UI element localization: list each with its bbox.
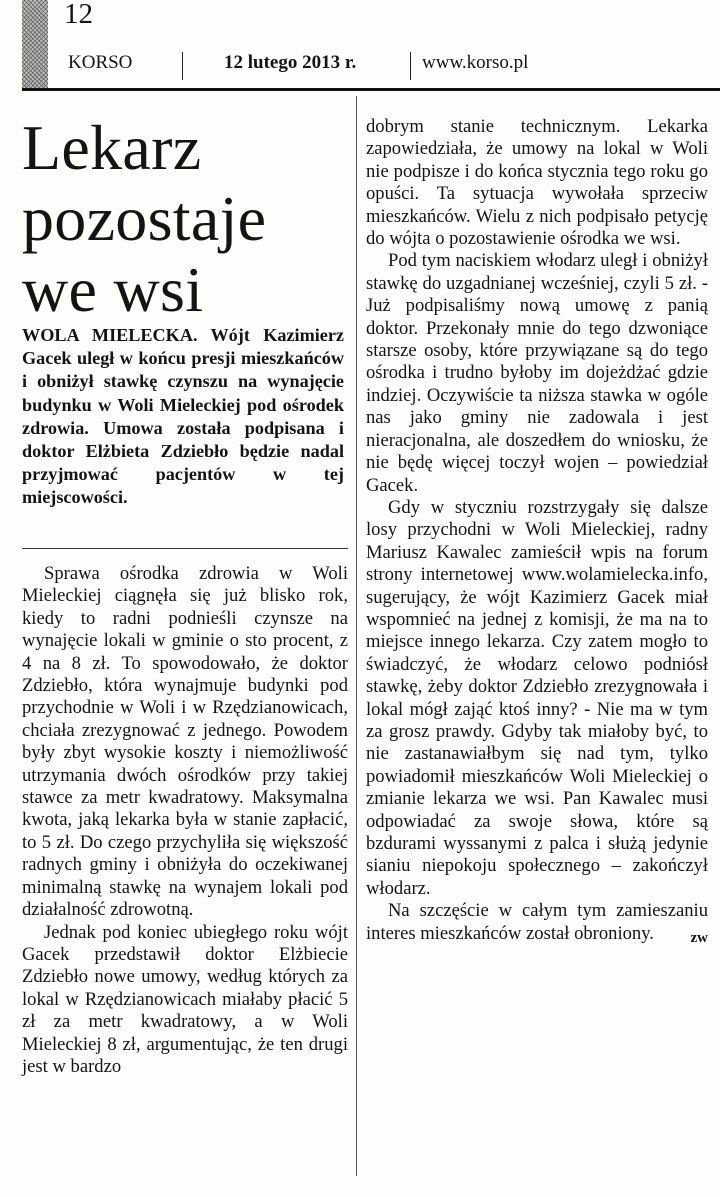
- issue-date: 12 lutego 2013 r.: [224, 52, 357, 73]
- paragraph: Jednak pod koniec ubiegłego roku wójt Gacek przedstawił doktor Elżbiecie Zdziebło nowe umowy, według których za lokal w Rzędzianowicach miałaby płacić 5 zł za metr kwadratowy, a w Woli Mieleckiej 8 zł, argumentując, że ten drugi jest w bardzo: [22, 921, 348, 1077]
- paragraph: Pod tym naciskiem włodarz uległ i obniżył stawkę do uzgadnianej wcześniej, czyli 5 zł. - Już podpisaliśmy nową umowę z panią doktor. Przekonały mnie do tego dzwoniące starsze osoby, które przywiązane są do tego ośrodka i trudno byłoby im dojeżdżać gdzie indziej. Oczywiście ta niższa stawka w ogóle nas jako gminy nie zadowala i jest nieracjonalna, ale doszedłem do wniosku, że nie będę więcej toczył wojen – powiedział Gacek.: [366, 250, 708, 496]
- header-separator: [182, 52, 183, 80]
- lead-divider: [22, 548, 348, 549]
- paragraph: Gdy w styczniu rozstrzygały się dalsze losy przychodni w Woli Mieleckiej, radny Mariusz Kawalec zamieścił wpis na forum strony internetowej www.wolamielecka.info, sugerujący, że wójt Kazimierz Gacek miał wspomnieć na jednej z komisji, że ma na to miejsce innego lekarza. Czy zatem mogło to świadczyć, że włodarz celowo podniósł stawkę, żeby doktor Zdziebło zrezygnowała i lokal mógł zająć ktoś inny? - Nie ma w tym za grosz prawdy. Gdyby tak miałoby być, to nie zastanawiałbym się nad tym, tylko powiadomił mieszkańców Woli Mieleckiej o zmianie lekarza we wsi. Pan Kawalec musi odpowiadać za swoje słowa, które są bzdurami wyssanymi z palca i służą jedynie sianiu niepokoju społecznego – zakończył włodarz.: [366, 496, 708, 899]
- header-pattern: [22, 0, 48, 88]
- article-lead: WOLA MIELECKA. Wójt Kazimierz Gacek uległ w końcu presji mieszkańców i obniżył stawkę czynszu na wynajęcie budynku w Woli Mieleckiej pod ośrodek zdrowia. Umowa została podpisana i doktor Elżbieta Zdziebło będzie nadal przyjmować pacjentów w tej miejscowości.: [22, 325, 344, 508]
- paragraph-continuation: dobrym stanie technicznym. Lekarka zapowiedziała, że umowy na lokal w Woli nie podpisze i do końca stycznia tego roku go opuści. Ta sytuacja wywołała sprzeciw mieszkańców. Wielu z nich podpisało petycję do wójta o pozostawienie ośrodka we wsi.: [366, 116, 708, 250]
- publication-name: KORSO: [68, 52, 133, 73]
- right-column: [366, 116, 708, 949]
- article-title: Lekarz pozostaje we wsi: [22, 112, 267, 325]
- paragraph: Sprawa ośrodka zdrowia w Woli Mieleckiej ciągnęła się już blisko rok, kiedy to radni podnieśli czynsze na wynajęcie lokali w gminie o sto procent, z 4 na 8 zł. To spowodowało, że doktor Zdziebło, która wynajmuje budynki pod przychodnie w Woli i w Rzędzianowicach, chciała zrezygnować z jednego. Powodem były zbyt wysokie koszty i niemożliwość utrzymania dwóch ośrodków przy takiej stawce za metr kwadratowy. Maksymalna kwota, jaką lekarka była w stanie zapłacić, to 5 zł. Do czego przychyliła się większość radnych gminy i obniżyła do oczekiwanej minimalną stawkę na wynajem lokali pod działalność zdrowotną.: [22, 563, 348, 921]
- left-column: [22, 563, 348, 1078]
- column-divider: [356, 96, 357, 1176]
- header-rule: [22, 88, 720, 91]
- page-number: 12: [64, 0, 93, 30]
- header-separator: [410, 52, 411, 80]
- paragraph: [366, 900, 708, 945]
- website-link[interactable]: www.korso.pl: [422, 52, 529, 73]
- author-signature: zw: [690, 929, 708, 946]
- closing-text: Na szczęście w całym tym zamieszaniu interes mieszkańców został obroniony.: [366, 900, 708, 944]
